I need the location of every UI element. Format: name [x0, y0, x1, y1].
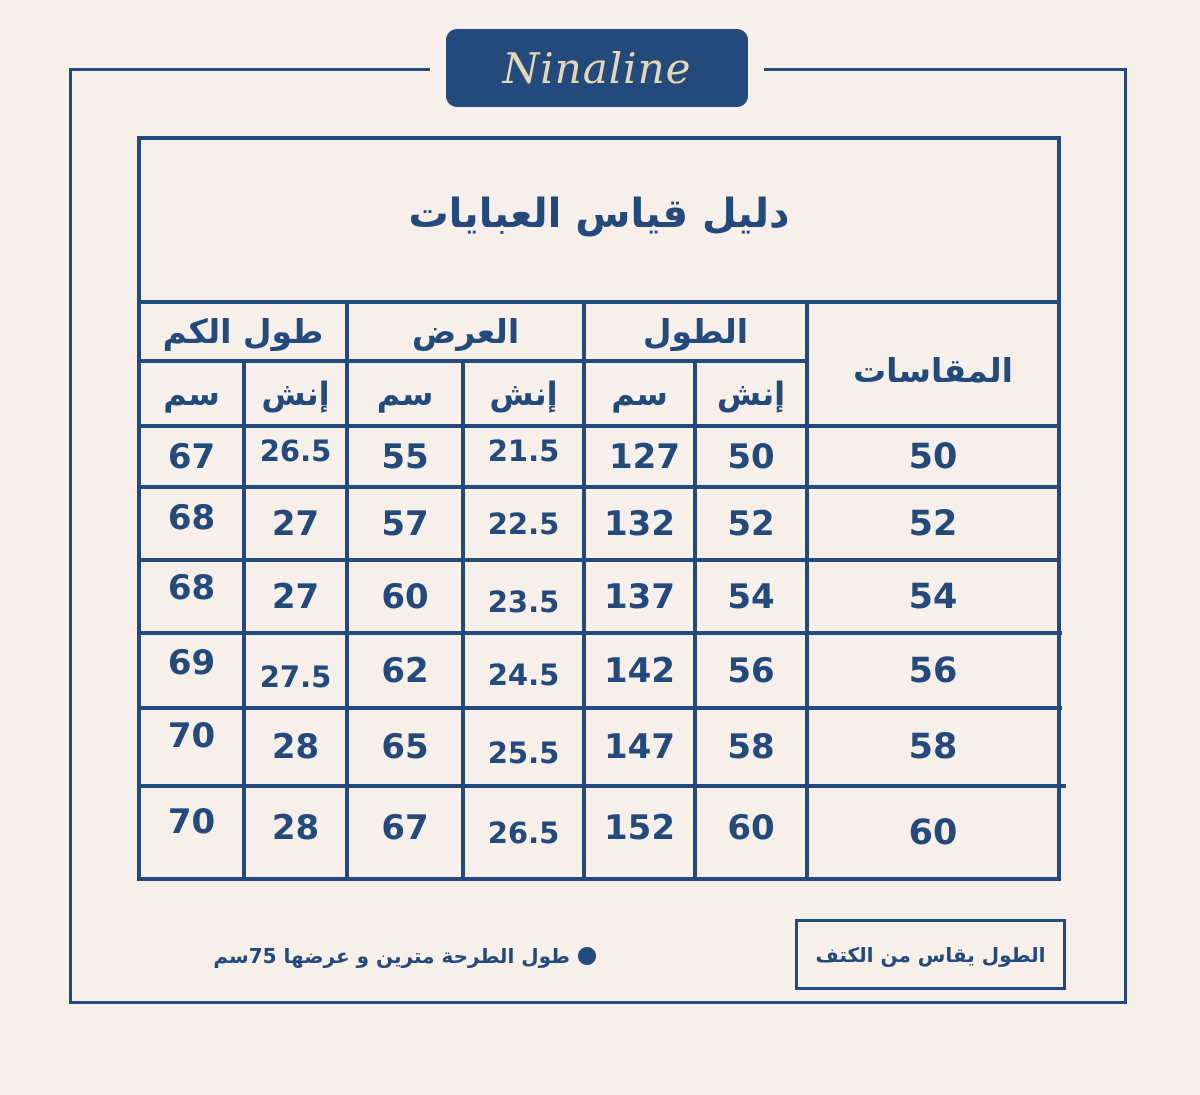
table-cell-width-inch: 23.5 [487, 585, 560, 619]
header-sleeve: طول الكم [162, 311, 324, 351]
table-cell-length-inch: 50 [727, 436, 775, 477]
table-cell-width-inch: 25.5 [487, 736, 560, 770]
table-cell-sleeve-inch: 28 [271, 808, 320, 848]
table-cell-length-inch: 58 [727, 727, 775, 767]
header-sizes: المقاسات [853, 350, 1013, 390]
table-cell-sleeve-cm: 70 [167, 716, 216, 756]
table-cell-length-cm: 142 [604, 650, 675, 691]
table-cell-length-cm: 132 [604, 503, 675, 544]
note-shoulder-text: الطول يقاس من الكتف [815, 942, 1046, 967]
table-cell-sleeve-cm: 69 [167, 643, 216, 683]
table-cell-length-cm: 127 [609, 436, 680, 477]
header-length-inch: إنش [716, 375, 786, 413]
table-cell-sleeve-cm: 67 [167, 436, 216, 477]
brand-logo-text: Ninaline [502, 43, 692, 93]
table-cell-size: 54 [908, 576, 958, 617]
table-cell-width-inch: 24.5 [487, 658, 560, 692]
table-cell-sleeve-cm: 68 [167, 498, 216, 538]
table-cell-sleeve-inch: 27.5 [259, 660, 332, 694]
table-cell-width-cm: 67 [381, 808, 429, 848]
table-cell-length-cm: 152 [604, 808, 675, 848]
table-cell-size: 52 [908, 503, 958, 544]
table-cell-sleeve-inch: 27 [271, 576, 320, 617]
table-cell-width-inch: 26.5 [487, 815, 560, 850]
table-cell-width-cm: 60 [381, 576, 429, 617]
table-cell-width-cm: 65 [381, 727, 429, 767]
table-cell-width-inch: 21.5 [487, 433, 560, 468]
header-sleeve-inch: إنش [261, 375, 330, 413]
table-cell-sleeve-inch: 26.5 [259, 433, 332, 468]
table-cell-length-inch: 52 [727, 503, 775, 544]
header-width-cm: سم [376, 375, 434, 413]
table-cell-sleeve-inch: 28 [271, 727, 320, 767]
table-cell-sleeve-cm: 68 [167, 568, 216, 608]
table-cell-sleeve-cm: 70 [167, 802, 216, 842]
table-cell-size: 50 [908, 436, 958, 477]
table-cell-width-cm: 55 [381, 436, 429, 477]
table-cell-size: 60 [908, 812, 958, 853]
header-width-inch: إنش [489, 375, 558, 413]
header-sleeve-cm: سم [163, 375, 220, 413]
table-cell-width-inch: 22.5 [487, 506, 560, 541]
table-cell-size: 56 [908, 650, 958, 691]
table-title: دليل قياس العبايات [408, 191, 790, 237]
note-shoulder-box [795, 919, 1066, 990]
note-scarf [172, 938, 596, 974]
table-cell-length-inch: 56 [727, 650, 775, 691]
table-cell-width-cm: 57 [381, 503, 429, 544]
table-cell-length-cm: 137 [604, 576, 675, 617]
table-cell-size: 58 [908, 727, 958, 767]
bullet-icon [578, 947, 596, 965]
note-scarf-text: طول الطرحة مترين و عرضها 75سم [213, 944, 570, 968]
table-cell-sleeve-inch: 27 [271, 503, 320, 544]
header-width: العرض [411, 311, 520, 351]
header-length-cm: سم [611, 375, 668, 413]
table-cell-length-cm: 147 [604, 727, 675, 767]
table-cell-length-inch: 60 [727, 808, 775, 848]
header-length: الطول [642, 311, 749, 351]
table-cell-width-cm: 62 [381, 650, 429, 691]
table-cell-length-inch: 54 [727, 576, 775, 617]
